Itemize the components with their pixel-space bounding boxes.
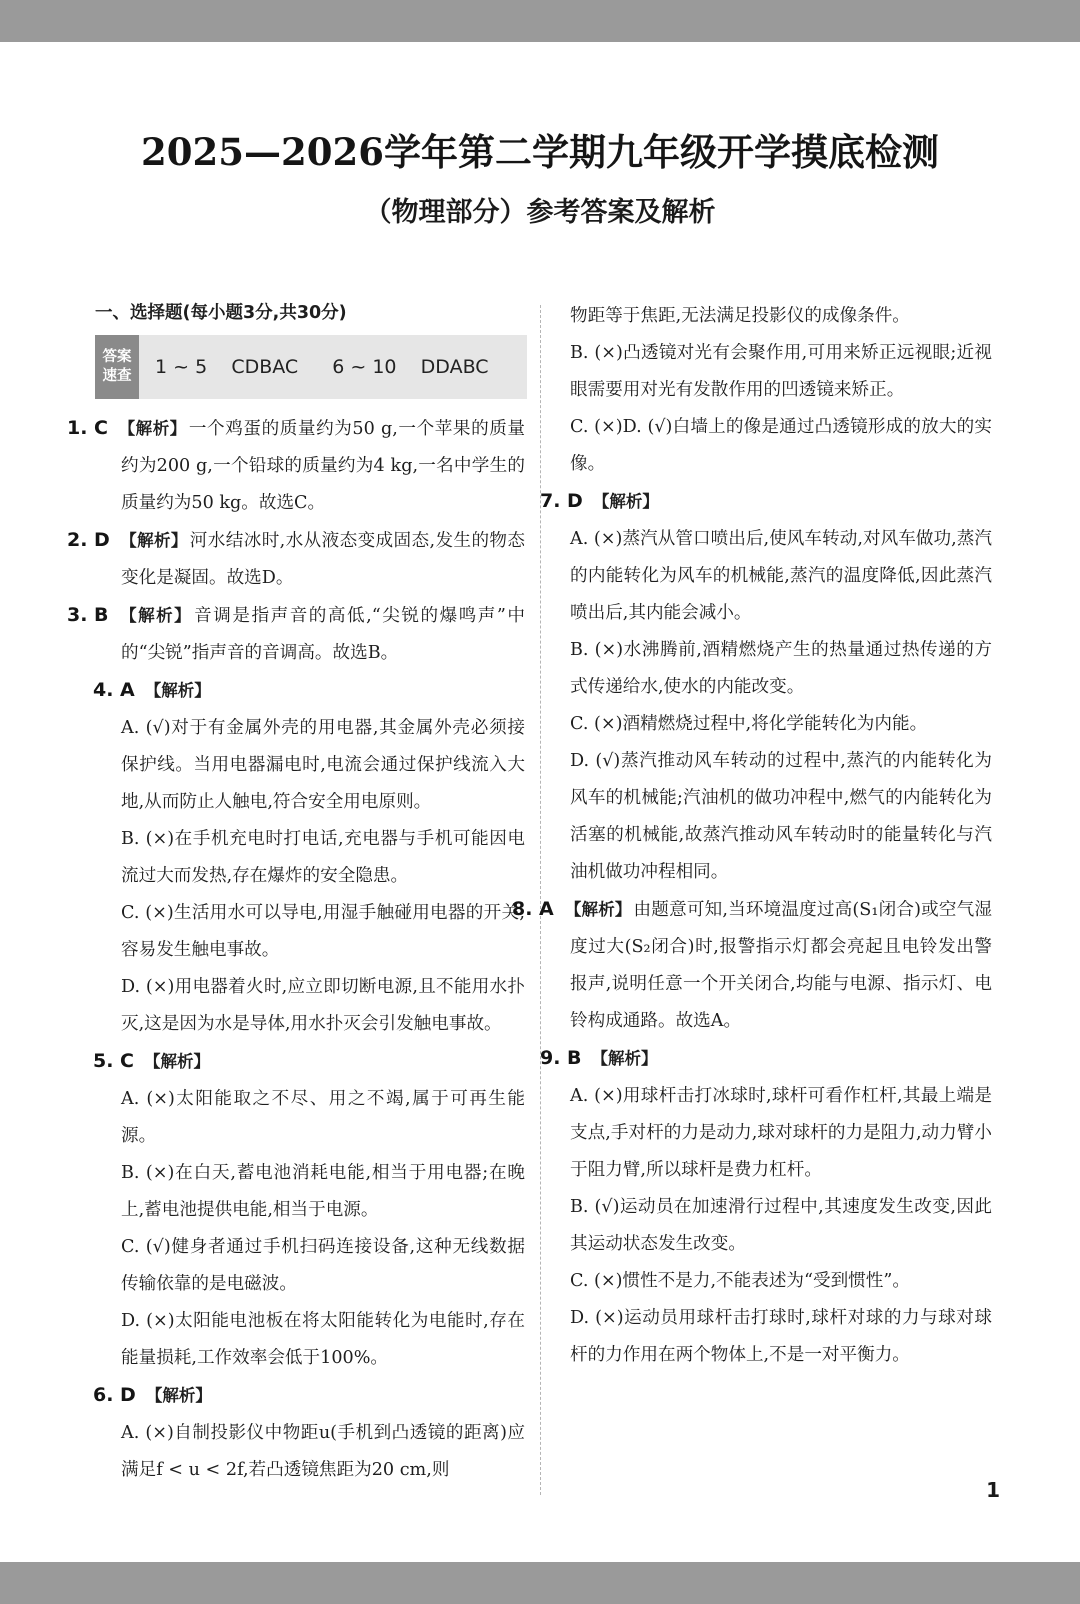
question-text: 音调是指声音的高低,“尖锐的爆鸣声”中的“尖锐”指声音的音调高。故选B。 <box>121 606 526 663</box>
bottom-band <box>0 1562 1080 1604</box>
jiexi-label: 【解析】 <box>144 1052 210 1071</box>
page-title: 2025—2026学年第二学期九年级开学摸底检测 <box>141 130 939 174</box>
question-8 <box>512 891 992 1040</box>
option-paragraph: A. (×)用球杆击打冰球时,球杆可看作杠杆,其最上端是支点,手对杆的力是动力,球对球杆的力是阻力,动力臂小于阻力臂,所以球杆是费力杠杆。 <box>570 1086 992 1180</box>
question-number: 2. D <box>67 529 110 551</box>
question-text: 由题意可知,当环境温度过高(S₁闭合)或空气湿度过大(S₂闭合)时,报警指示灯都会亮起且电铃发出警报声,说明任意一个开关闭合,均能与电源、指示灯、电铃构成通路。故选A。 <box>570 900 992 1031</box>
page-subtitle: （物理部分）参考答案及解析 <box>364 197 716 228</box>
option-paragraph: D. (×)太阳能电池板在将太阳能转化为电能时,存在能量损耗,工作效率会低于100%。 <box>121 1311 525 1368</box>
jiexi-label: 【解析】 <box>591 1049 658 1068</box>
answer-group-1: 1 ~ 5 CDBAC <box>155 356 299 378</box>
option-paragraph: C. (×)D. (√)白墙上的像是通过凸透镜形成的放大的实像。 <box>570 417 992 474</box>
question-4 <box>95 672 525 1043</box>
section-heading: 一、选择题(每小题3分,共30分) <box>95 303 347 323</box>
right-column <box>512 298 992 1374</box>
option-paragraph: C. (√)健身者通过手机扫码连接设备,这种无线数据传输依靠的是电磁波。 <box>121 1237 525 1294</box>
page-number: 1 <box>986 1478 1000 1502</box>
question-3 <box>67 597 526 672</box>
jiexi-label: 【解析】 <box>144 681 211 700</box>
answer-tag-line1: 答案 <box>102 349 132 365</box>
answer-row <box>155 335 517 399</box>
left-column <box>67 298 526 1489</box>
question-number: 5. C <box>93 1050 134 1072</box>
question-2 <box>67 522 526 597</box>
question-7 <box>540 483 992 891</box>
question-number: 3. B <box>67 604 109 626</box>
question-number: 8. A <box>512 898 554 920</box>
option-paragraph: B. (×)在白天,蓄电池消耗电能,相当于用电器;在晚上,蓄电池提供电能,相当于电源。 <box>121 1163 525 1220</box>
answer-group-2: 6 ~ 10 DDABC <box>332 356 489 378</box>
question-text: 一个鸡蛋的质量约为50 g,一个苹果的质量约为200 g,一个铅球的质量约为4 kg,一名中学生的质量约为50 kg。故选C。 <box>121 419 526 513</box>
question-6 <box>95 1377 525 1489</box>
answer-tag <box>95 335 139 399</box>
question-9 <box>540 1040 992 1374</box>
question-number: 1. C <box>67 417 108 439</box>
option-paragraph: C. (×)酒精燃烧过程中,将化学能转化为内能。 <box>570 714 928 734</box>
question-1 <box>67 410 526 522</box>
answer-quick-check <box>95 335 527 399</box>
option-paragraph: A. (×)自制投影仪中物距u(手机到凸透镜的距离)应满足f < u < 2f,若凸透镜焦距为20 cm,则 <box>121 1423 525 1480</box>
jiexi-label: 【解析】 <box>564 900 632 919</box>
question-number: 4. A <box>93 679 135 701</box>
option-paragraph: A. (√)对于有金属外壳的用电器,其金属外壳必须接保护线。当用电器漏电时,电流会通过保护线流入大地,从而防止人触电,符合安全用电原则。 <box>121 718 525 812</box>
option-paragraph: B. (√)运动员在加速滑行过程中,其速度发生改变,因此其运动状态发生改变。 <box>570 1197 992 1254</box>
answer-tag-line2: 速查 <box>102 368 132 384</box>
option-paragraph: A. (×)蒸汽从管口喷出后,使风车转动,对风车做功,蒸汽的内能转化为风车的机械能,蒸汽的温度降低,因此蒸汽喷出后,其内能会减小。 <box>570 529 992 623</box>
option-paragraph: B. (×)水沸腾前,酒精燃烧产生的热量通过热传递的方式传递给水,使水的内能改变。 <box>570 640 992 697</box>
jiexi-label: 【解析】 <box>119 531 188 550</box>
option-paragraph: D. (√)蒸汽推动风车转动的过程中,蒸汽的内能转化为风车的机械能;汽油机的做功冲程中,燃气的内能转化为活塞的机械能,故蒸汽推动风车转动时的能量转化与汽油机做功冲程相同。 <box>570 751 992 882</box>
option-paragraph: C. (×)惯性不是力,不能表述为“受到惯性”。 <box>570 1271 910 1291</box>
question-5 <box>95 1043 525 1377</box>
option-paragraph: B. (×)在手机充电时打电话,充电器与手机可能因电流过大而发热,存在爆炸的安全隐患。 <box>121 829 525 886</box>
jiexi-label: 【解析】 <box>145 1386 212 1405</box>
jiexi-label: 【解析】 <box>118 419 187 438</box>
option-paragraph: D. (×)用电器着火时,应立即切断电源,且不能用水扑灭,这是因为水是导体,用水扑灭会引发触电事故。 <box>121 977 525 1034</box>
continuation-text: 物距等于焦距,无法满足投影仪的成像条件。 <box>570 306 910 326</box>
option-paragraph: C. (×)生活用水可以导电,用湿手触碰用电器的开关,容易发生触电事故。 <box>121 903 525 960</box>
option-paragraph: D. (×)运动员用球杆击打球时,球杆对球的力与球对球杆的力作用在两个物体上,不是一对平衡力。 <box>570 1308 992 1365</box>
jiexi-label: 【解析】 <box>118 606 193 625</box>
question-number: 7. D <box>540 490 583 512</box>
jiexi-label: 【解析】 <box>592 492 659 511</box>
option-paragraph: B. (×)凸透镜对光有会聚作用,可用来矫正远视眼;近视眼需要用对光有发散作用的凹透镜来矫正。 <box>570 343 992 400</box>
option-paragraph: A. (×)太阳能取之不尽、用之不竭,属于可再生能源。 <box>121 1089 525 1146</box>
question-number: 9. B <box>540 1047 582 1069</box>
top-band <box>0 0 1080 42</box>
question-text: 河水结冰时,水从液态变成固态,发生的物态变化是凝固。故选D。 <box>121 531 526 588</box>
question-number: 6. D <box>93 1384 136 1406</box>
